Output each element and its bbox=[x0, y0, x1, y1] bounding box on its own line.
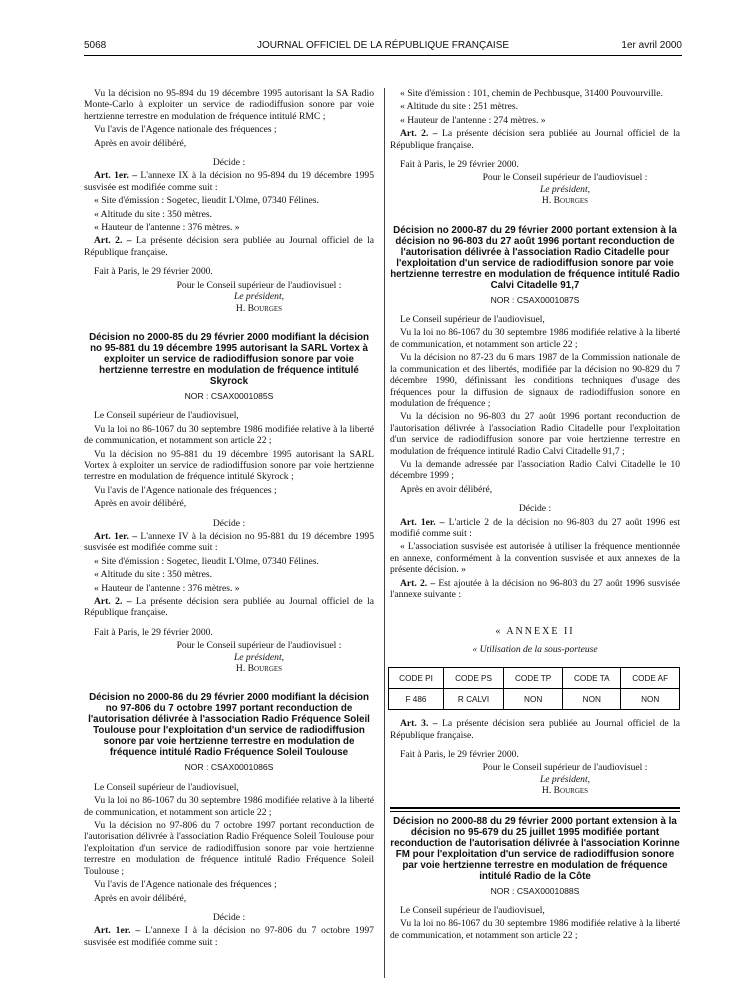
date-line: Fait à Paris, le 29 février 2000. bbox=[94, 626, 213, 638]
signature-name: H. Bourges bbox=[541, 785, 589, 797]
article-label: Art. 1er. – bbox=[94, 170, 138, 182]
article-1 bbox=[84, 170, 374, 193]
journal-title: JOURNAL OFFICIEL DE LA RÉPUBLIQUE FRANÇAISE bbox=[256, 40, 510, 51]
paragraph: Le Conseil supérieur de l'audiovisuel, bbox=[94, 410, 239, 422]
nor-reference: NOR : CSAX0001087S bbox=[490, 294, 580, 305]
article-text: L'annexe IX à la décision no 95-894 du 19 décembre 1995 susvisée est modifiée comme suit : bbox=[84, 170, 374, 193]
table-cell: NON bbox=[563, 689, 621, 710]
decide-heading: Décide : bbox=[212, 517, 246, 529]
article-label: Art. 2. – bbox=[400, 128, 438, 140]
paragraph: « Altitude du site : 350 mètres. bbox=[94, 569, 213, 581]
article-1 bbox=[390, 517, 680, 540]
paragraph: Vu la loi no 86-1067 du 30 septembre 1986 modifiée relative à la liberté de communication, et notamment son article 22 ; bbox=[390, 327, 680, 350]
paragraph: Le Conseil supérieur de l'audiovisuel, bbox=[400, 314, 545, 326]
signature-name: H. Bourges bbox=[541, 195, 589, 207]
article-text: Est ajoutée à la décision no 96-803 du 27 août 1996 susvisée l'annexe suivante : bbox=[390, 577, 680, 600]
table-header-row bbox=[389, 668, 680, 689]
paragraph: Vu la décision no 95-894 du 19 décembre 1995 autorisant la SA Radio Monte-Carlo à exploiter un service de radiodiffusion sonore par voie hertzienne terrestre en modulation de fréquence intitulé RMC ; bbox=[84, 88, 374, 122]
paragraph: « Site d'émission : Sogetec, lieudit L'Olme, 07340 Félines. bbox=[94, 195, 319, 207]
paragraph: « Site d'émission : 101, chemin de Pechbusque, 31400 Pouvourville. bbox=[400, 88, 663, 99]
article-text: La présente décision sera publiée au Journal officiel de la République française. bbox=[390, 128, 680, 151]
paragraph: Après en avoir délibéré, bbox=[400, 483, 493, 495]
header-rule bbox=[84, 55, 682, 56]
decision-title: Décision no 2000-86 du 29 février 2000 modifiant la décision no 97-806 du 7 octobre 1997 portant reconduction de l'autorisation délivrée à l'association Radio Fréquence Soleil Toulouse pour l'exploitation d'un service de radiodiffusion sonore par voie hertzienne terrestre en modulation de fréquence intitulé Radio Fréquence Soleil Toulouse bbox=[88, 692, 370, 759]
issue-date: 1er avril 2000 bbox=[621, 40, 682, 51]
paragraph: « Site d'émission : Sogetec, lieudit L'Olme, 07340 Félines. bbox=[94, 555, 319, 567]
table-header-cell: CODE PS bbox=[444, 668, 504, 689]
article-label: Art. 2. – bbox=[94, 235, 132, 247]
page-header bbox=[84, 40, 682, 56]
paragraph: Vu la loi no 86-1067 du 30 septembre 1986 modifiée relative à la liberté de communication, et notamment son article 22 ; bbox=[390, 918, 680, 941]
article-label: Art. 2. – bbox=[400, 577, 436, 589]
paragraph: Vu la décision no 87-23 du 6 mars 1987 de la Commission nationale de la communication et des libertés, modifiée par la décision no 90-829 du 7 décembre 1990, définissant les conditions techniques d'usage des fréquences pour la diffusion de signaux de radiodiffusion sonore en modulation de fréquence ; bbox=[390, 352, 680, 409]
article-text: L'annexe IV à la décision no 95-881 du 19 décembre 1995 susvisée est modifiée comme suit : bbox=[84, 530, 374, 554]
paragraph: « Hauteur de l'antenne : 376 mètres. » bbox=[94, 582, 240, 594]
article-label: Art. 1er. – bbox=[94, 530, 138, 542]
page-number: 5068 bbox=[84, 40, 107, 51]
article-label: Art. 3. – bbox=[400, 718, 438, 730]
paragraph: Vu la loi no 86-1067 du 30 septembre 1986 modifiée relative à la liberté de communication, et notamment son article 22 ; bbox=[84, 423, 374, 447]
paragraph: Vu la décision no 96-803 du 27 août 1996 portant reconduction de l'autorisation délivrée à l'association Radio Citadelle pour l'exploitation d'un service de radiodiffusion sonore par voie hertzienne terrestre en modulation de fréquence intitulé Radio Calvi Citadelle 91,7 ; bbox=[390, 411, 680, 457]
date-line: Fait à Paris, le 29 février 2000. bbox=[400, 749, 519, 761]
section-separator-thin bbox=[390, 811, 680, 812]
decision-title: Décision no 2000-87 du 29 février 2000 portant extension à la décision no 96-803 du 27 août 1996 portant reconduction de l'autorisation délivrée à l'association Radio Citadelle pour l'exploitation d'un service de radiodiffusion sonore par voie hertzienne terrestre en modulation de fréquence intitulé Radio Calvi Citadelle 91,7 bbox=[390, 224, 680, 291]
article-text: La présente décision sera publiée au Journal officiel de la République française. bbox=[390, 718, 680, 741]
paragraph: Vu l'avis de l'Agence nationale des fréquences ; bbox=[94, 879, 277, 891]
column-divider bbox=[384, 88, 385, 978]
decision-title: Décision no 2000-88 du 29 février 2000 portant extension à la décision no 95-679 du 25 juillet 1995 modifiée portant reconduction de l'autorisation délivrée à l'association Korinne FM pour l'exploitation d'un service de radiodiffusion sonore par voie hertzienne terrestre en modulation de fréquence intitulé Radio de la Côte bbox=[390, 815, 680, 882]
nor-reference: NOR : CSAX0001085S bbox=[184, 390, 274, 401]
paragraph: Vu la demande adressée par l'association Radio Calvi Citadelle le 10 décembre 1999 ; bbox=[390, 458, 680, 482]
article-2 bbox=[84, 235, 374, 258]
date-line: Fait à Paris, le 29 février 2000. bbox=[400, 159, 519, 171]
date-line: Fait à Paris, le 29 février 2000. bbox=[94, 266, 213, 278]
article-1 bbox=[84, 531, 374, 554]
table-cell: NON bbox=[504, 689, 563, 710]
paragraph: « Hauteur de l'antenne : 274 mètres. » bbox=[400, 114, 546, 126]
article-label: Art. 1er. – bbox=[94, 925, 141, 937]
right-column bbox=[390, 88, 680, 943]
paragraph: Après en avoir délibéré, bbox=[94, 498, 187, 510]
signature-role: Le président, bbox=[233, 651, 285, 663]
nor-reference: NOR : CSAX0001088S bbox=[490, 885, 580, 896]
article-label: Art. 1er. – bbox=[400, 516, 445, 528]
signature-name: H. Bourges bbox=[235, 663, 283, 675]
decision-title: Décision no 2000-85 du 29 février 2000 modifiant la décision no 95-881 du 19 décembre 1995 autorisant la SARL Vortex à exploiter un service de radiodiffusion sonore par voie hertzienne terrestre en modulation de fréquence intitulé Skyrock bbox=[89, 331, 369, 387]
table-header-cell: CODE TP bbox=[504, 668, 563, 689]
left-column bbox=[84, 88, 374, 950]
table-cell: F 486 bbox=[389, 689, 444, 710]
paragraph: « Altitude du site : 350 mètres. bbox=[94, 208, 213, 220]
subcarrier-table bbox=[388, 667, 680, 710]
annexe-title: « ANNEXE II bbox=[495, 626, 575, 638]
signature-line: Pour le Conseil supérieur de l'audiovisuel : bbox=[176, 279, 342, 291]
paragraph: Vu l'avis de l'Agence nationale des fréquences ; bbox=[94, 124, 277, 136]
article-1 bbox=[84, 925, 374, 948]
paragraph: « Altitude du site : 251 mètres. bbox=[400, 101, 519, 113]
article-text: La présente décision sera publiée au Journal officiel de la République française. bbox=[84, 596, 374, 619]
table-header-cell: CODE PI bbox=[389, 668, 444, 689]
article-2 bbox=[390, 578, 680, 601]
signature-line: Pour le Conseil supérieur de l'audiovisuel : bbox=[176, 640, 342, 652]
table-header-cell: CODE AF bbox=[621, 668, 680, 689]
signature-role: Le président, bbox=[539, 773, 591, 785]
signature-name: H. Bourges bbox=[235, 302, 283, 314]
paragraph: Le Conseil supérieur de l'audiovisuel, bbox=[400, 905, 545, 917]
paragraph: « Hauteur de l'antenne : 376 mètres. » bbox=[94, 222, 240, 234]
article-2 bbox=[84, 596, 374, 619]
article-label: Art. 2. – bbox=[94, 596, 132, 607]
article-text: L'annexe I à la décision no 97-806 du 7 octobre 1997 susvisée est modifiée comme suit : bbox=[84, 925, 374, 948]
decide-heading: Décide : bbox=[212, 911, 246, 923]
annexe-subtitle: « Utilisation de la sous-porteuse bbox=[472, 643, 598, 655]
decide-heading: Décide : bbox=[212, 157, 246, 169]
article-2 bbox=[390, 128, 680, 151]
article-text: La présente décision sera publiée au Journal officiel de la République française. bbox=[84, 235, 374, 258]
paragraph: Vu la décision no 95-881 du 19 décembre 1995 autorisant la SARL Vortex à exploiter un service de radiodiffusion sonore par voie hertzienne terrestre en modulation de fréquence intitulé Skyrock ; bbox=[84, 448, 374, 483]
signature-line: Pour le Conseil supérieur de l'audiovisuel : bbox=[482, 172, 648, 184]
paragraph: Vu la décision no 97-806 du 7 octobre 1997 portant reconduction de l'autorisation délivrée à l'association Radio Fréquence Soleil Toulouse pour l'exploitation d'un service de radiodiffusion sonore par voie hertzienne terrestre en modulation de fréquence intitulé Radio Fréquence Soleil Toulouse ; bbox=[84, 820, 374, 877]
paragraph: Vu l'avis de l'Agence nationale des fréquences ; bbox=[94, 484, 277, 496]
paragraph: « L'association susvisée est autorisée à utiliser la fréquence mentionnée en annexe, conformément à la convention susvisée et aux annexes de la présente décision. » bbox=[390, 541, 680, 576]
table-header-cell: CODE TA bbox=[563, 668, 621, 689]
signature-line: Pour le Conseil supérieur de l'audiovisuel : bbox=[482, 762, 648, 774]
article-text: L'article 2 de la décision no 96-803 du 27 août 1996 est modifié comme suit : bbox=[390, 516, 680, 539]
paragraph: Après en avoir délibéré, bbox=[94, 137, 187, 149]
section-separator bbox=[390, 807, 680, 809]
table-row bbox=[389, 689, 680, 710]
table-cell: R CALVI bbox=[444, 689, 504, 710]
paragraph: Vu la loi no 86-1067 du 30 septembre 1986 modifiée relative à la liberté de communication, et notamment son article 22 ; bbox=[84, 795, 374, 818]
paragraph: Après en avoir délibéré, bbox=[94, 892, 187, 904]
decide-heading: Décide : bbox=[518, 503, 552, 515]
nor-reference: NOR : CSAX0001086S bbox=[184, 762, 274, 773]
signature-role: Le président, bbox=[539, 183, 591, 195]
paragraph: Le Conseil supérieur de l'audiovisuel, bbox=[94, 781, 239, 793]
table-cell: NON bbox=[621, 689, 680, 710]
signature-role: Le président, bbox=[233, 291, 285, 303]
article-3 bbox=[390, 718, 680, 741]
